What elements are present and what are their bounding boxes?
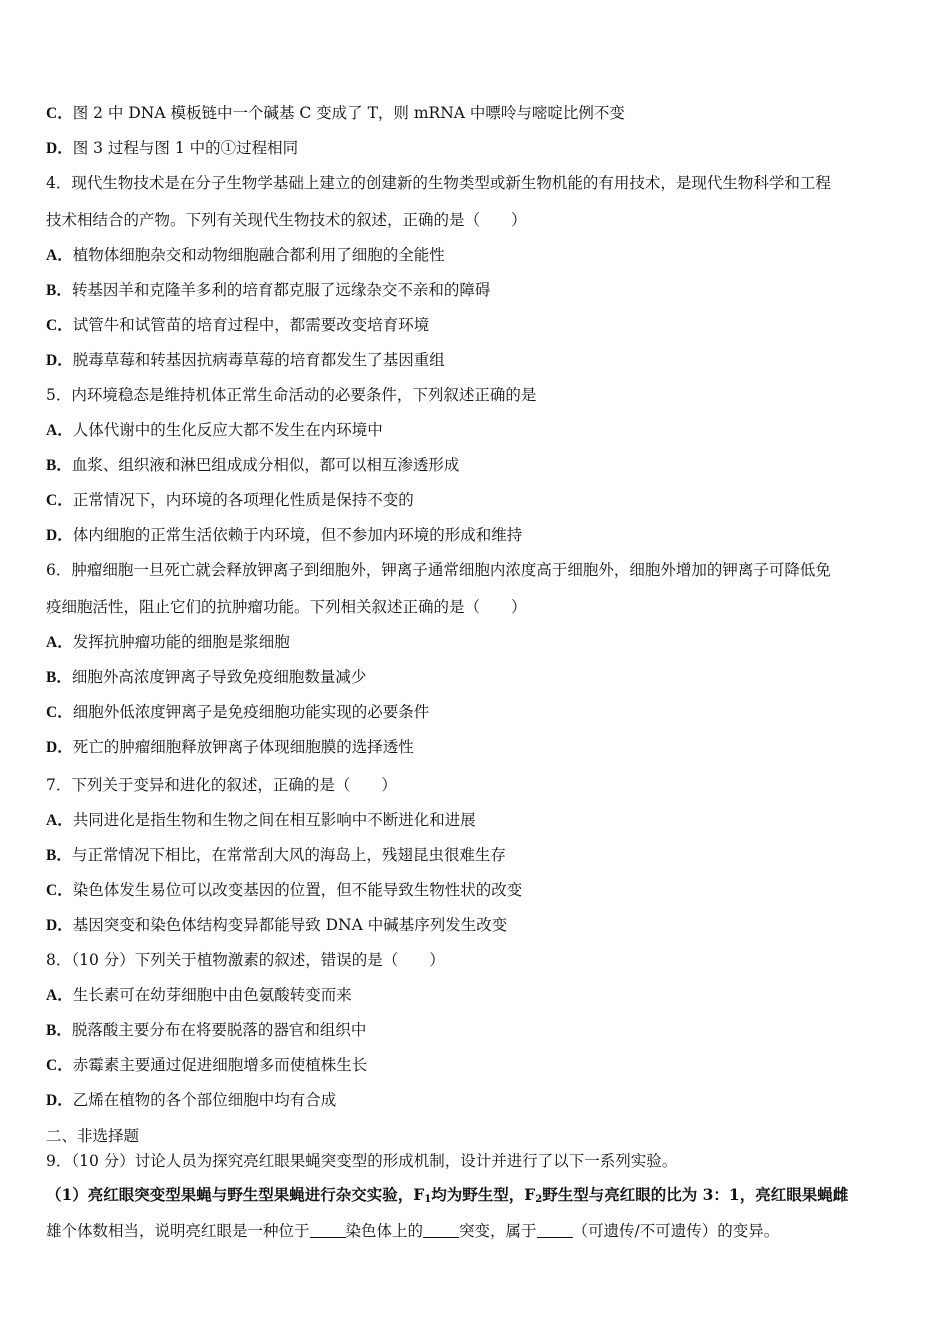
option-letter: D． bbox=[46, 527, 73, 544]
q9-text: 雄个体数相当，说明亮红眼是一种位于 bbox=[46, 1222, 310, 1240]
option-letter: C． bbox=[46, 492, 73, 509]
q6-stem-line2: 疫细胞活性，阻止它们的抗肿瘤功能。下列相关叙述正确的是（ ） bbox=[46, 598, 527, 616]
option-letter: C． bbox=[46, 704, 73, 721]
option-letter: B． bbox=[46, 847, 72, 864]
q7-option-b bbox=[46, 844, 506, 867]
option-text: 死亡的肿瘤细胞释放钾离子体现细胞膜的选择透性 bbox=[72, 738, 414, 756]
option-text: 乙烯在植物的各个部位细胞中均有合成 bbox=[72, 1091, 337, 1109]
q4-option-c bbox=[46, 314, 429, 337]
option-letter: C． bbox=[46, 1057, 73, 1074]
q6-stem-line1: 6．肿瘤细胞一旦死亡就会释放钾离子到细胞外，钾离子通常细胞内浓度高于细胞外，细胞外增加的钾离子可降低免 bbox=[46, 561, 831, 579]
option-text: 染色体发生易位可以改变基因的位置，但不能导致生物性状的改变 bbox=[72, 881, 523, 899]
q4-option-a bbox=[46, 244, 445, 267]
q7-option-d bbox=[46, 914, 507, 937]
q9-text: 染色体上的 bbox=[345, 1222, 424, 1240]
option-text: 图 3 过程与图 1 中的①过程相同 bbox=[72, 139, 299, 157]
option-text: 试管牛和试管苗的培育过程中，都需要改变培育环境 bbox=[72, 316, 430, 334]
q6-option-a bbox=[46, 631, 290, 654]
option-text: 人体代谢中的生化反应大都不发生在内环境中 bbox=[72, 421, 383, 439]
option-letter: C． bbox=[46, 317, 73, 334]
q4-stem-line2: 技术相结合的产物。下列有关现代生物技术的叙述，正确的是（ ） bbox=[46, 211, 527, 229]
option-letter: D． bbox=[46, 352, 73, 369]
option-letter: B． bbox=[46, 282, 72, 299]
q5-stem: 5．内环境稳态是维持机体正常生命活动的必要条件，下列叙述正确的是 bbox=[46, 386, 537, 404]
option-letter: C． bbox=[46, 105, 73, 122]
option-text: 脱落酸主要分布在将要脱落的器官和组织中 bbox=[71, 1021, 367, 1039]
option-letter: B． bbox=[46, 1022, 72, 1039]
option-text: 植物体细胞杂交和动物细胞融合都利用了细胞的全能性 bbox=[72, 246, 445, 264]
q4-option-d bbox=[46, 349, 445, 372]
q8-option-c bbox=[46, 1054, 367, 1077]
subscript: 2 bbox=[535, 1194, 543, 1205]
q7-stem: 7．下列关于变异和进化的叙述，正确的是（ ） bbox=[46, 776, 397, 794]
option-text: 图 2 中 DNA 模板链中一个碱基 C 变成了 T，则 mRNA 中嘌呤与嘧啶比例不变 bbox=[72, 104, 625, 122]
option-letter: D． bbox=[46, 739, 73, 756]
option-text: 血浆、组织液和淋巴组成成分相似，都可以相互渗透形成 bbox=[71, 456, 460, 474]
q6-option-d bbox=[46, 736, 414, 759]
option-text: 正常情况下，内环境的各项理化性质是保持不变的 bbox=[72, 491, 414, 509]
q9-text: （可遗传/不可遗传）的变异。 bbox=[572, 1222, 780, 1240]
section-heading: 二、非选择题 bbox=[46, 1127, 140, 1145]
option-letter: D． bbox=[46, 917, 73, 934]
q3-option-c bbox=[46, 102, 625, 125]
q9-part1-line1 bbox=[46, 1184, 848, 1211]
q6-option-b bbox=[46, 666, 366, 689]
answer-blank[interactable] bbox=[537, 1223, 573, 1238]
q4-stem-line1: 4．现代生物技术是在分子生物学基础上建立的创建新的生物类型或新生物机能的有用技术，是现代生物科学和工程 bbox=[46, 174, 831, 192]
option-text: 脱毒草莓和转基因抗病毒草莓的培育都发生了基因重组 bbox=[72, 351, 445, 369]
q7-option-c bbox=[46, 879, 522, 902]
q5-option-b bbox=[46, 454, 459, 477]
q9-text: 突变，属于 bbox=[459, 1222, 537, 1240]
q5-option-c bbox=[46, 489, 414, 512]
option-letter: C． bbox=[46, 882, 73, 899]
q8-option-a bbox=[46, 984, 352, 1007]
q9-text: 野生型与亮红眼的比为 3：1，亮红眼果蝇雌 bbox=[542, 1185, 849, 1204]
option-letter: A． bbox=[46, 812, 73, 829]
option-text: 共同进化是指生物和生物之间在相互影响中不断进化和进展 bbox=[72, 811, 476, 829]
option-text: 发挥抗肿瘤功能的细胞是浆细胞 bbox=[72, 633, 290, 651]
answer-blank[interactable] bbox=[310, 1223, 346, 1238]
option-text: 赤霉素主要通过促进细胞增多而使植株生长 bbox=[72, 1056, 368, 1074]
option-text: 细胞外低浓度钾离子是免疫细胞功能实现的必要条件 bbox=[72, 703, 430, 721]
option-letter: D． bbox=[46, 140, 73, 157]
option-text: 体内细胞的正常生活依赖于内环境，但不参加内环境的形成和维持 bbox=[72, 526, 523, 544]
option-text: 与正常情况下相比，在常常刮大风的海岛上，残翅昆虫很难生存 bbox=[71, 846, 506, 864]
q9-text: 均为野生型，F bbox=[431, 1185, 536, 1204]
option-text: 生长素可在幼芽细胞中由色氨酸转变而来 bbox=[72, 986, 352, 1004]
option-text: 转基因羊和克隆羊多利的培育都克服了远缘杂交不亲和的障碍 bbox=[71, 281, 491, 299]
option-text: 细胞外高浓度钾离子导致免疫细胞数量减少 bbox=[71, 668, 367, 686]
q9-text: （1）亮红眼突变型果蝇与野生型果蝇进行杂交实验，F bbox=[46, 1185, 425, 1204]
q3-option-d bbox=[46, 137, 298, 160]
q8-option-d bbox=[46, 1089, 336, 1112]
option-letter: A． bbox=[46, 422, 73, 439]
q5-option-a bbox=[46, 419, 383, 442]
option-letter: A． bbox=[46, 634, 73, 651]
option-letter: B． bbox=[46, 669, 72, 686]
option-text: 基因突变和染色体结构变异都能导致 DNA 中碱基序列发生改变 bbox=[72, 916, 508, 934]
option-letter: D． bbox=[46, 1092, 73, 1109]
q8-option-b bbox=[46, 1019, 366, 1042]
q7-option-a bbox=[46, 809, 476, 832]
option-letter: A． bbox=[46, 987, 73, 1004]
q9-part1-line2 bbox=[46, 1220, 779, 1242]
option-letter: B． bbox=[46, 457, 72, 474]
q5-option-d bbox=[46, 524, 522, 547]
q8-stem: 8．（10 分）下列关于植物激素的叙述，错误的是（ ） bbox=[46, 951, 445, 969]
answer-blank[interactable] bbox=[423, 1223, 459, 1238]
q9-stem: 9．（10 分）讨论人员为探究亮红眼果蝇突变型的形成机制，设计并进行了以下一系列实验。 bbox=[46, 1152, 678, 1170]
subscript: 1 bbox=[424, 1194, 432, 1205]
q6-option-c bbox=[46, 701, 429, 724]
option-letter: A． bbox=[46, 247, 73, 264]
q4-option-b bbox=[46, 279, 490, 302]
